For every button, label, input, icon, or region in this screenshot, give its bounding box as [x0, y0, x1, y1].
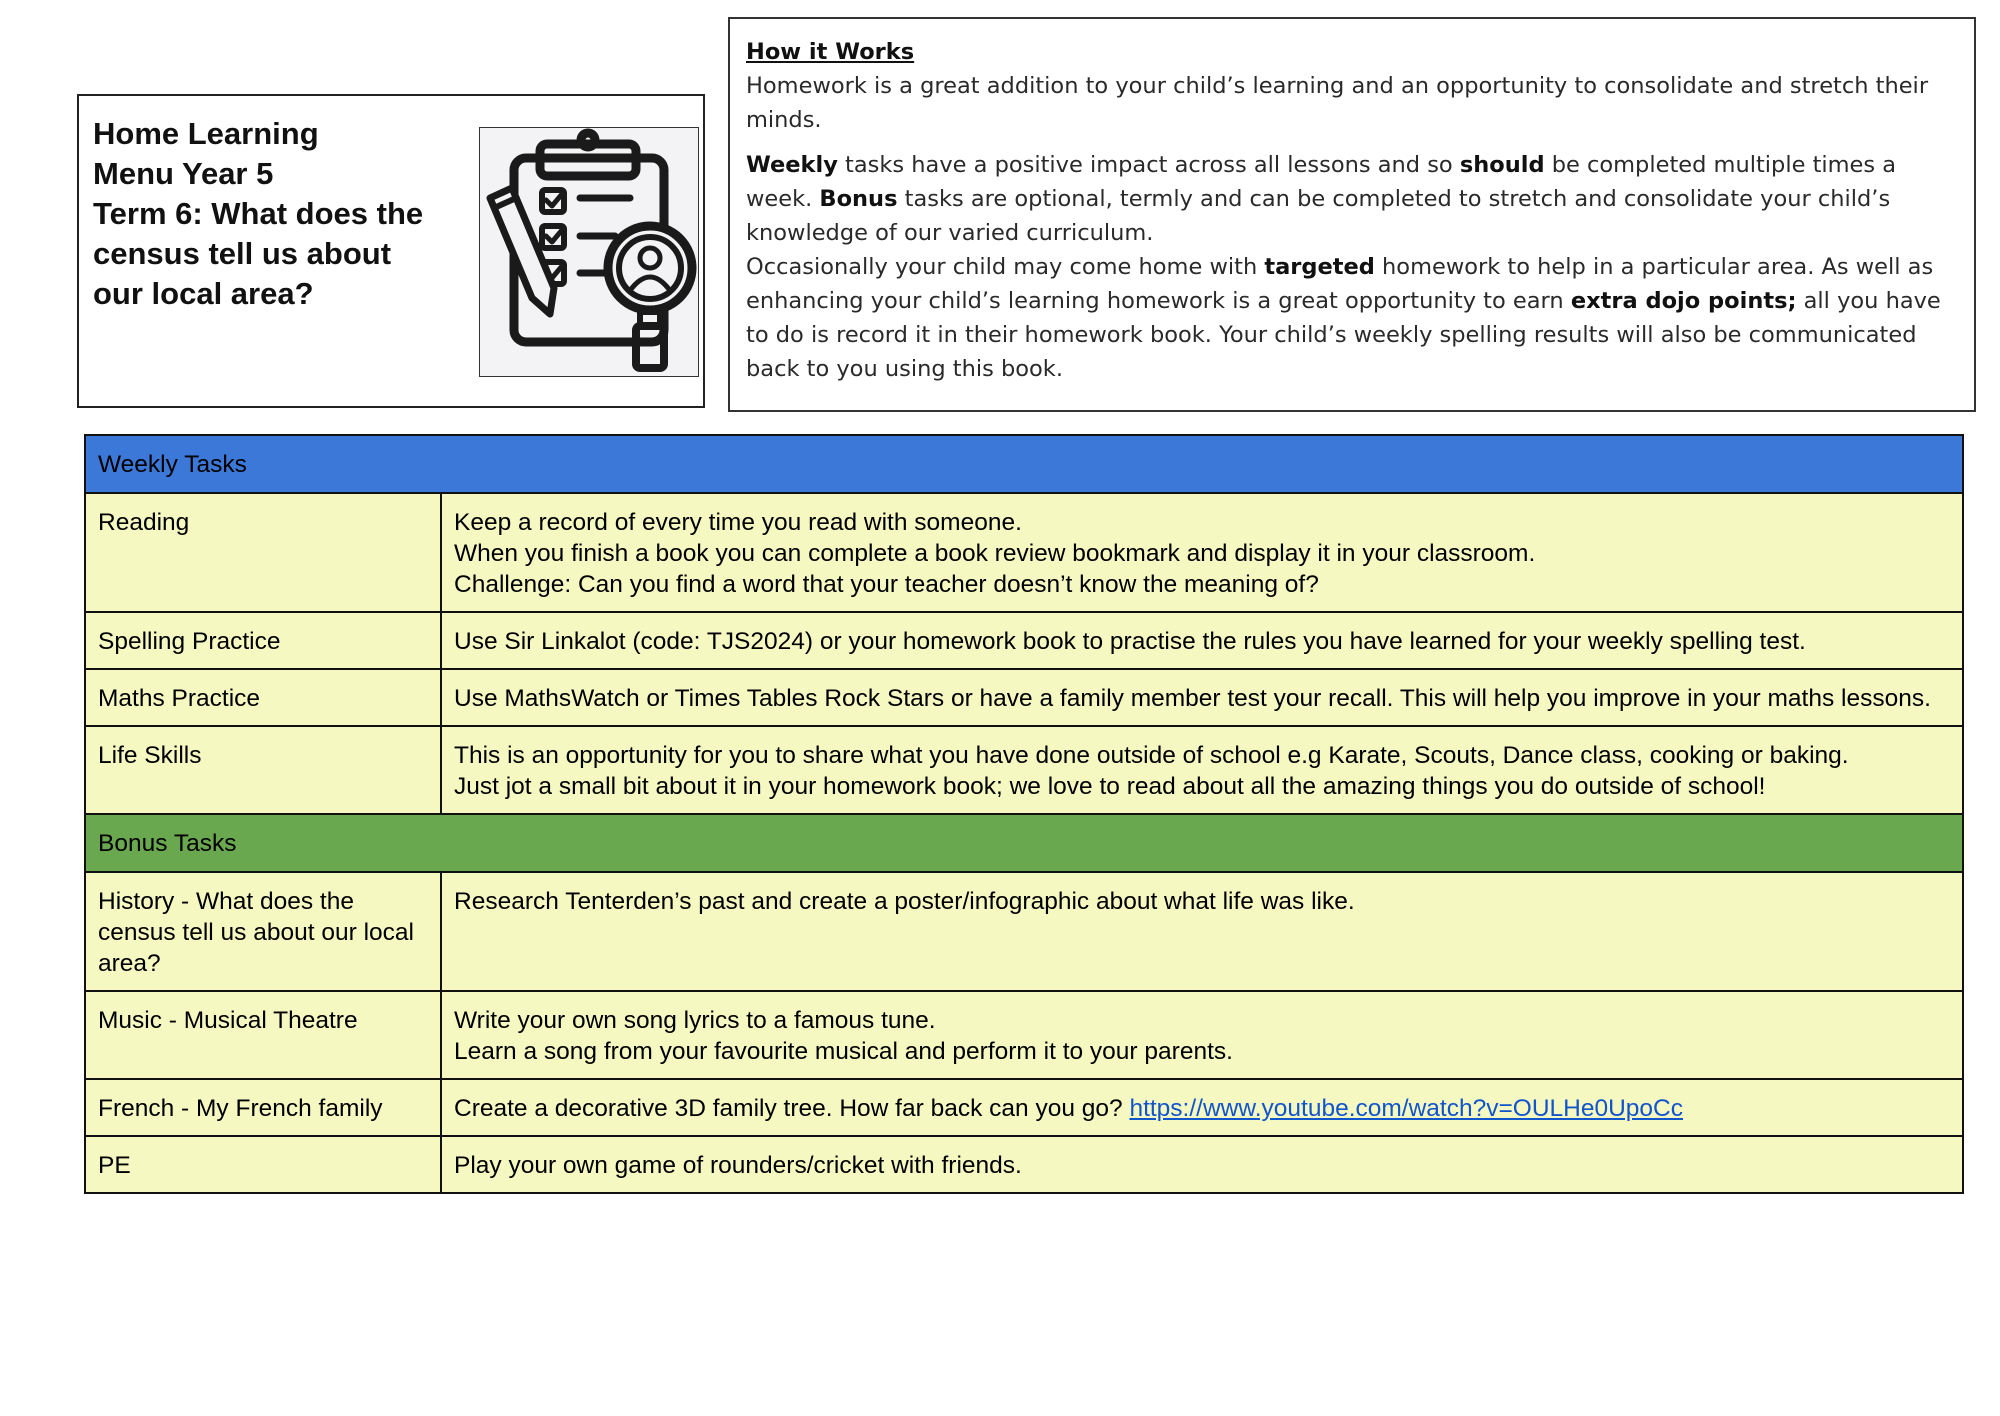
- task-label-pe: PE: [85, 1136, 441, 1193]
- task-label-spelling: Spelling Practice: [85, 612, 441, 669]
- bonus-tasks-header: Bonus Tasks: [85, 814, 1963, 872]
- task-description-pe: Play your own game of rounders/cricket with friends.: [441, 1136, 1963, 1193]
- youtube-link[interactable]: https://www.youtube.com/watch?v=OULHe0UpoCc: [1129, 1095, 1683, 1122]
- table-row: [85, 991, 1963, 1079]
- task-description-reading: Keep a record of every time you read with someone. When you finish a book you can complete a book review bookmark and display it in your classroom. Challenge: Can you find a word that your teacher doesn’t know the meaning of?: [441, 493, 1963, 612]
- table-row: [85, 612, 1963, 669]
- table-row: [85, 1079, 1963, 1136]
- task-label-french: French - My French family: [85, 1079, 441, 1136]
- how-it-works-heading: How it Works: [746, 39, 915, 65]
- task-label-life-skills: Life Skills: [85, 726, 441, 814]
- task-description-music: Write your own song lyrics to a famous tune. Learn a song from your favourite musical and perform it to your parents.: [441, 991, 1963, 1079]
- table-row: [85, 493, 1963, 612]
- how-it-works-tasks: Weekly tasks have a positive impact across all lessons and so should be completed multiple times a week. Bonus tasks are optional, termly and can be completed to stretch and consolidate your child’s knowledge of our varied curriculum.: [746, 152, 1897, 246]
- task-label-history: History - What does the census tell us about our local area?: [85, 872, 441, 991]
- task-label-music: Music - Musical Theatre: [85, 991, 441, 1079]
- task-description-maths: Use MathsWatch or Times Tables Rock Stars or have a family member test your recall. This will help you improve in your maths lessons.: [441, 669, 1963, 726]
- title-box: [77, 94, 705, 408]
- how-it-works-intro: Homework is a great addition to your child’s learning and an opportunity to consolidate and stretch their minds.: [746, 73, 1929, 133]
- how-it-works-targeted: Occasionally your child may come home with targeted homework to help in a particular area. As well as enhancing your child’s learning homework is a great opportunity to earn extra dojo points; all you have to do is record it in their homework book. Your child’s weekly spelling results will also be communicated back to you using this book.: [746, 254, 1941, 382]
- page-title: Home Learning Menu Year 5 Term 6: What does the census tell us about our local area?: [93, 116, 424, 311]
- clipboard-checklist-magnifier-icon: [479, 127, 699, 377]
- weekly-tasks-header-row: [85, 435, 1963, 493]
- task-description-life-skills: This is an opportunity for you to share what you have done outside of school e.g Karate, Scouts, Dance class, cooking or baking. Just jot a small bit about it in your homework book; we love to read about all the amazing things you do outside of school!: [441, 726, 1963, 814]
- table-row: [85, 669, 1963, 726]
- task-description-history: Research Tenterden’s past and create a poster/infographic about what life was like.: [441, 872, 1963, 991]
- weekly-tasks-header: Weekly Tasks: [85, 435, 1963, 493]
- how-it-works-box: [728, 17, 1976, 412]
- task-label-reading: Reading: [85, 493, 441, 612]
- table-row: [85, 872, 1963, 991]
- bonus-tasks-header-row: [85, 814, 1963, 872]
- task-description-spelling: Use Sir Linkalot (code: TJS2024) or your homework book to practise the rules you have learned for your weekly spelling test.: [441, 612, 1963, 669]
- table-row: [85, 726, 1963, 814]
- task-label-maths: Maths Practice: [85, 669, 441, 726]
- table-row: [85, 1136, 1963, 1193]
- home-learning-menu-table: [84, 434, 1964, 1194]
- task-description-french: Create a decorative 3D family tree. How far back can you go? https://www.youtube.com/watch?v=OULHe0UpoCc: [441, 1079, 1963, 1136]
